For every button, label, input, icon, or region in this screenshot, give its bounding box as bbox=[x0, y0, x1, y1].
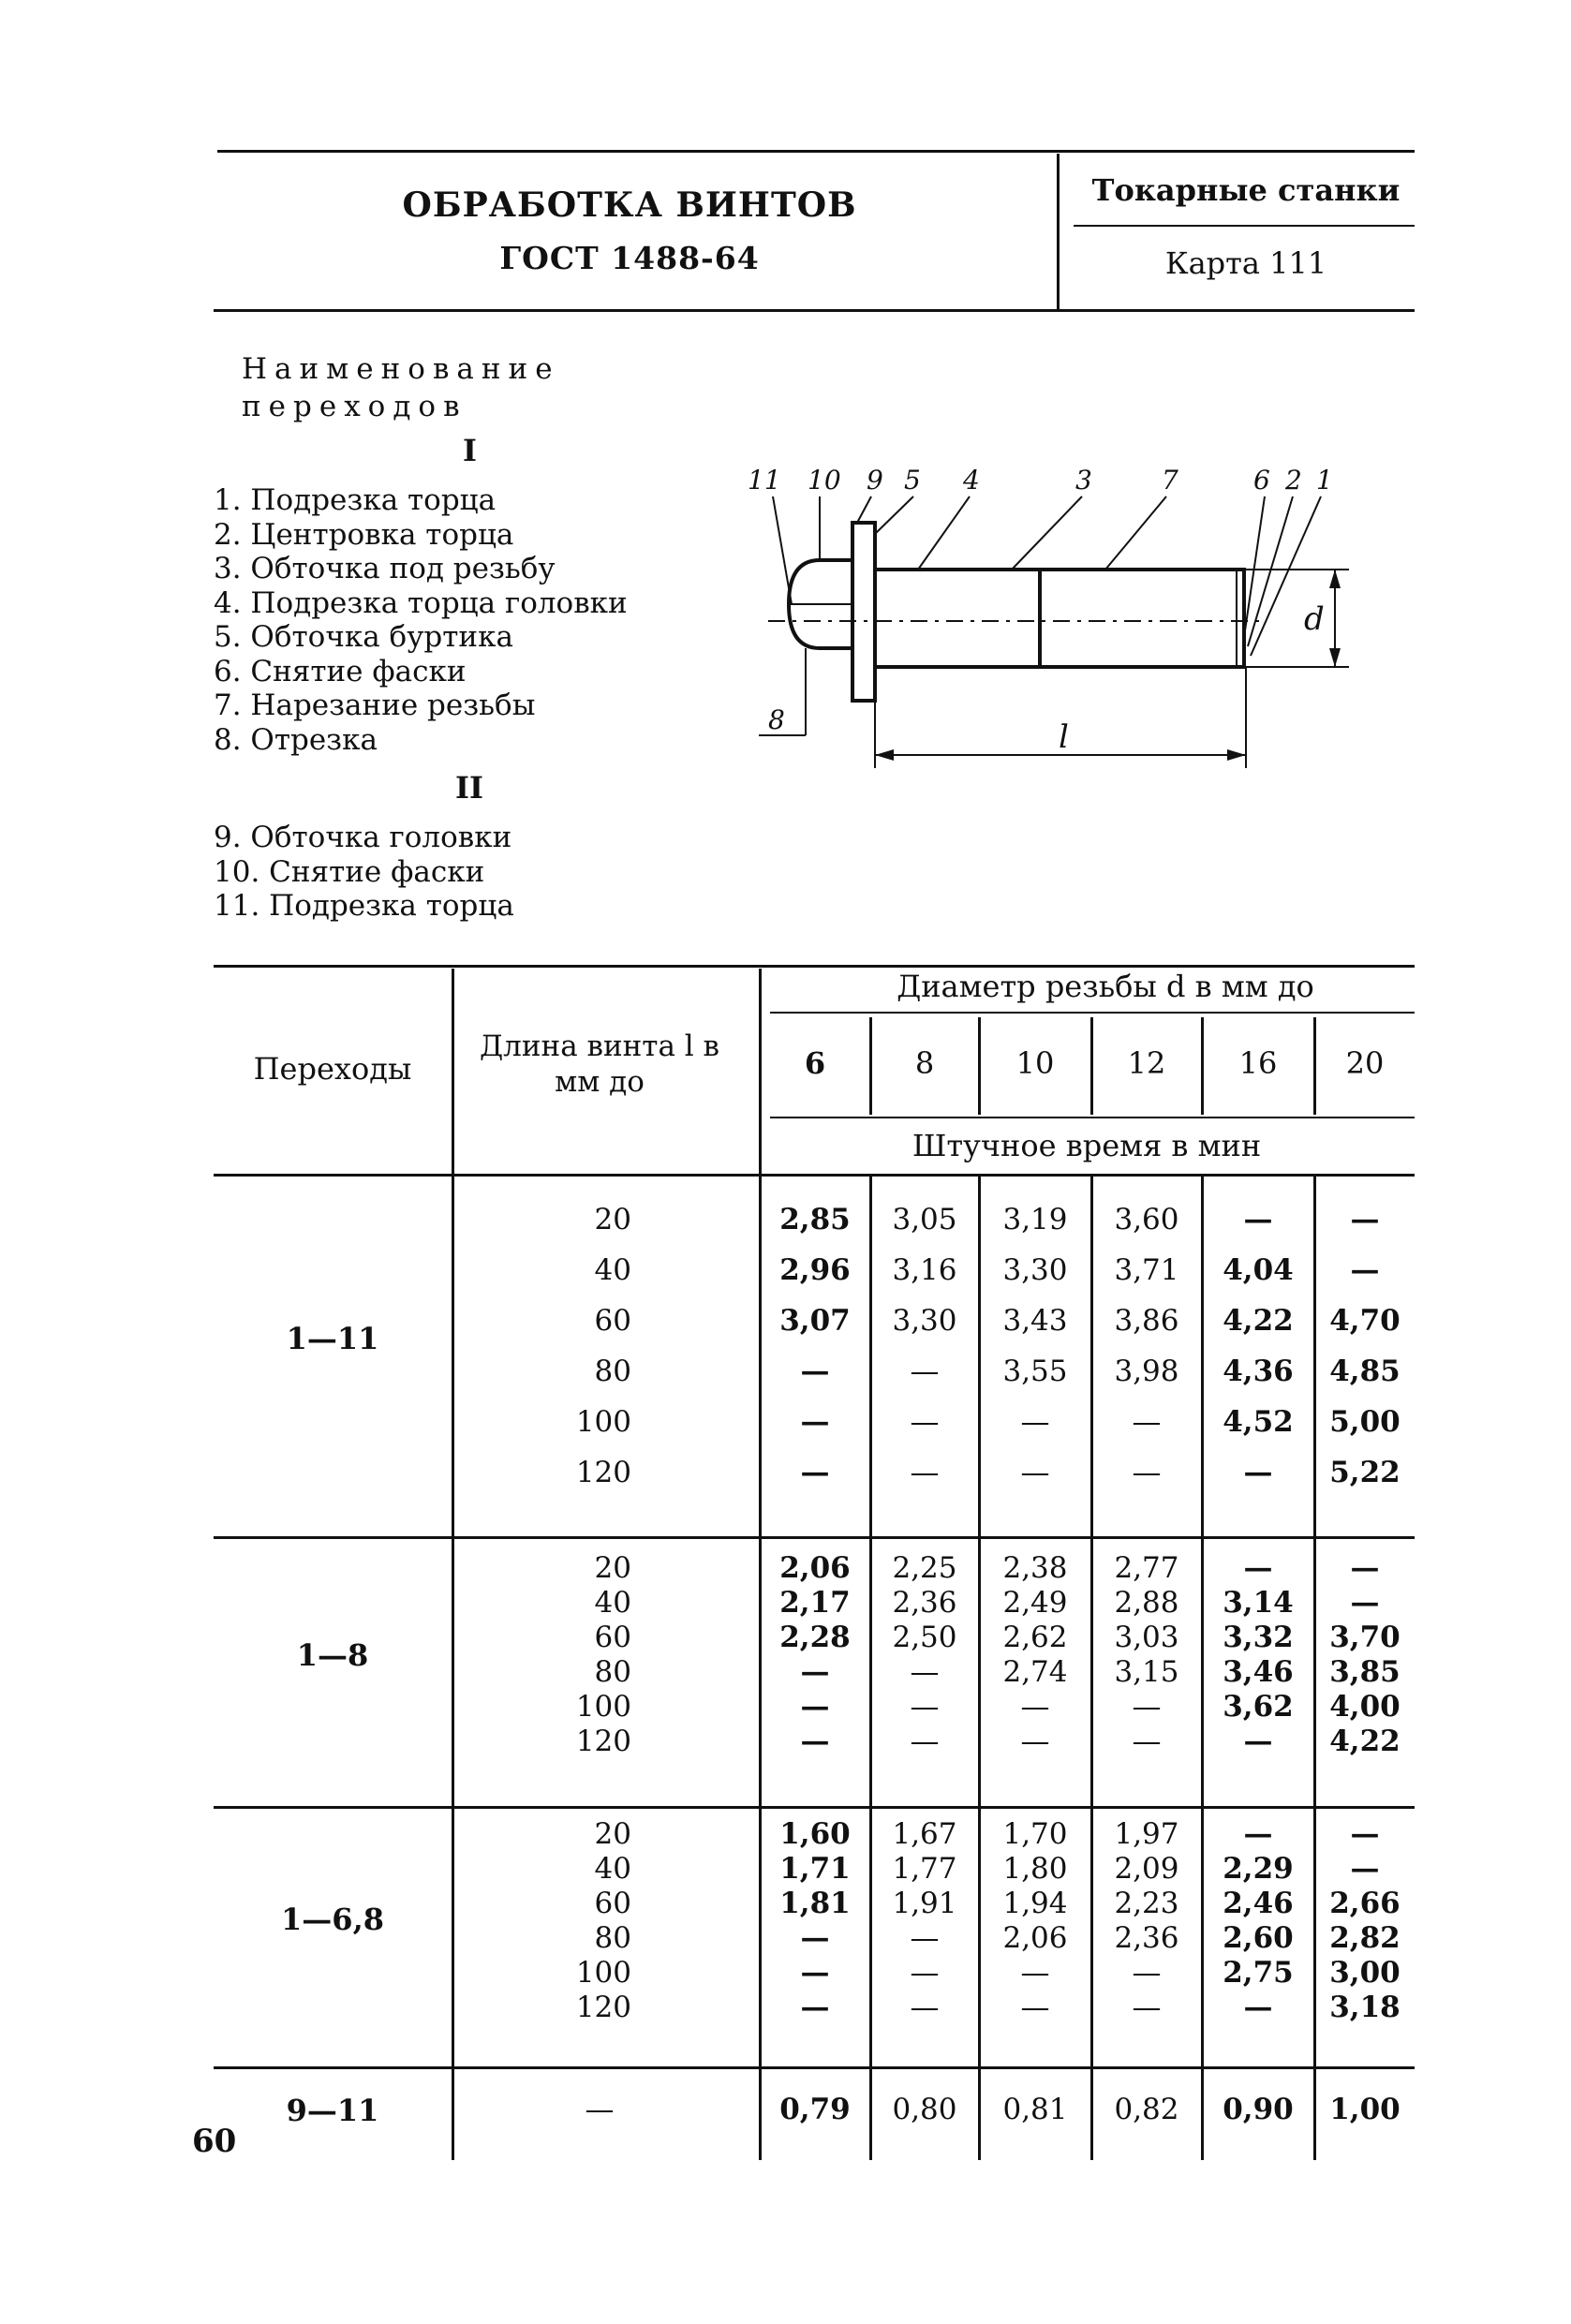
table-cell: 2,46 bbox=[1223, 1887, 1294, 1920]
diameter-12: 12 bbox=[1127, 1045, 1166, 1081]
table-cell: 2,17 bbox=[779, 1586, 851, 1620]
table-cell: 3,18 bbox=[1329, 1991, 1401, 2024]
table-cell: — bbox=[910, 1690, 940, 1724]
callout-7: 7 bbox=[1162, 465, 1178, 496]
table-cell: — bbox=[1132, 1724, 1162, 1758]
table-cell: — bbox=[800, 1690, 830, 1724]
table-cell: 0,80 bbox=[892, 2093, 957, 2126]
table-cell: 4,52 bbox=[1223, 1405, 1294, 1439]
table-cell: 1,70 bbox=[1002, 1817, 1068, 1851]
table-cell: — bbox=[800, 1921, 830, 1955]
callout-9: 9 bbox=[867, 465, 883, 496]
table-cell: — bbox=[910, 1354, 940, 1388]
table-cell: — bbox=[1243, 1817, 1273, 1851]
list-item: 6. Снятие фаски bbox=[214, 654, 467, 688]
table-cell: 3,86 bbox=[1114, 1304, 1179, 1338]
table-cell: 0,82 bbox=[1114, 2093, 1179, 2126]
row-length-value: 60 bbox=[594, 1887, 631, 1920]
table-cell: — bbox=[910, 1991, 940, 2024]
table-cell: 2,36 bbox=[1114, 1921, 1179, 1955]
group2-bottom-rule bbox=[214, 1806, 1415, 1809]
table-cell: — bbox=[910, 1456, 940, 1489]
table-cell: — bbox=[800, 1405, 830, 1439]
header-bottom-rule bbox=[214, 309, 1415, 312]
table-cell: 3,00 bbox=[1329, 1956, 1401, 1990]
table-cell: 3,16 bbox=[892, 1253, 957, 1287]
table-cell: 2,74 bbox=[1002, 1655, 1068, 1689]
table-cell: 3,85 bbox=[1329, 1655, 1401, 1689]
callout-6: 6 bbox=[1253, 465, 1270, 496]
table-cell: — bbox=[1350, 1586, 1380, 1620]
table-cell: 0,79 bbox=[779, 2093, 851, 2126]
row-length-value: 40 bbox=[594, 1852, 631, 1886]
diameter-16: 16 bbox=[1238, 1045, 1278, 1081]
table-cell: 2,28 bbox=[779, 1621, 851, 1654]
table-cell: — bbox=[1020, 1956, 1050, 1990]
table-cell: 2,50 bbox=[892, 1621, 957, 1654]
table-cell: — bbox=[1020, 1690, 1050, 1724]
table-cell: 2,66 bbox=[1329, 1887, 1401, 1920]
row-length-value: 40 bbox=[594, 1253, 631, 1287]
row-length-value: 120 bbox=[575, 1991, 631, 2024]
list-item: 1. Подрезка торца bbox=[214, 483, 496, 517]
table-cell: 3,43 bbox=[1002, 1304, 1068, 1338]
table-cell: — bbox=[800, 1655, 830, 1689]
callout-10: 10 bbox=[808, 465, 841, 496]
table-cell: 1,91 bbox=[892, 1887, 957, 1920]
table-cell: 3,03 bbox=[1114, 1621, 1179, 1654]
table-cell: — bbox=[910, 1655, 940, 1689]
table-cell: 4,22 bbox=[1329, 1724, 1401, 1758]
table-cell: — bbox=[910, 1724, 940, 1758]
row-length-value: 120 bbox=[575, 1456, 631, 1489]
callout-5: 5 bbox=[904, 465, 921, 496]
list-item: 11. Подрезка торца bbox=[214, 889, 514, 923]
table-cell: — bbox=[1020, 1456, 1050, 1489]
table-cell: 1,77 bbox=[892, 1852, 957, 1886]
list-item: 7. Нарезание резьбы bbox=[214, 688, 536, 722]
diameter-20: 20 bbox=[1345, 1045, 1385, 1081]
column-header-transitions: Переходы bbox=[253, 1051, 412, 1087]
table-cell: 4,70 bbox=[1329, 1304, 1401, 1338]
table-cell: 1,81 bbox=[779, 1887, 851, 1920]
row-length-value: 80 bbox=[594, 1921, 631, 1955]
group-transitions-label: 9—11 bbox=[286, 2093, 379, 2128]
diameter-header: Диаметр резьбы d в мм до bbox=[897, 969, 1314, 1004]
table-cell: — bbox=[1243, 1724, 1273, 1758]
table-cell: 2,09 bbox=[1114, 1852, 1179, 1886]
row-length-value: 100 bbox=[575, 1405, 631, 1439]
table-cell: — bbox=[1132, 1456, 1162, 1489]
table-cell: 1,97 bbox=[1114, 1817, 1179, 1851]
header-top-rule bbox=[217, 150, 1415, 153]
row-length-value: 20 bbox=[594, 1551, 631, 1585]
callout-1: 1 bbox=[1316, 465, 1333, 496]
diameter-6: 6 bbox=[804, 1045, 826, 1081]
table-cell: — bbox=[1020, 1991, 1050, 2024]
table-cell: 1,00 bbox=[1329, 2093, 1401, 2126]
table-cell: 4,04 bbox=[1223, 1253, 1294, 1287]
list-item: 10. Снятие фаски bbox=[214, 854, 485, 889]
list-item: 5. Обточка буртика bbox=[214, 620, 513, 654]
table-cell: — bbox=[910, 1405, 940, 1439]
table-cell: — bbox=[1243, 1991, 1273, 2024]
list-item: 2. Центровка торца bbox=[214, 517, 514, 552]
callout-3: 3 bbox=[1075, 465, 1092, 496]
table-cell: — bbox=[1243, 1456, 1273, 1489]
dimension-d-label: d bbox=[1304, 600, 1325, 638]
table-cell: 3,19 bbox=[1002, 1203, 1068, 1236]
table-cell: 4,36 bbox=[1223, 1354, 1294, 1388]
table-cell: 4,00 bbox=[1329, 1690, 1401, 1724]
row-length-value: 20 bbox=[594, 1817, 631, 1851]
table-cell: 4,85 bbox=[1329, 1354, 1401, 1388]
operations-heading: Наименование переходов bbox=[242, 352, 560, 423]
card-number: Карта 111 bbox=[1164, 245, 1327, 281]
table-cell: 0,90 bbox=[1223, 2093, 1294, 2126]
document-title: ОБРАБОТКА ВИНТОВ bbox=[402, 185, 857, 225]
page-number: 60 bbox=[192, 2123, 237, 2160]
table-cell: 1,67 bbox=[892, 1817, 957, 1851]
callout-4: 4 bbox=[963, 465, 980, 496]
table-cell: — bbox=[1132, 1956, 1162, 1990]
table-cell: — bbox=[1132, 1405, 1162, 1439]
operations-group2-label: II bbox=[455, 770, 483, 806]
table-cell: 3,32 bbox=[1223, 1621, 1294, 1654]
dimension-l-label: l bbox=[1059, 718, 1069, 756]
table-cell: — bbox=[910, 1921, 940, 1955]
group-transitions-label: 1—11 bbox=[286, 1321, 379, 1356]
diameter-rule bbox=[770, 1012, 1415, 1014]
table-cell: 0,81 bbox=[1002, 2093, 1068, 2126]
list-item: 3. Обточка под резьбу bbox=[214, 552, 556, 585]
table-cell: 2,82 bbox=[1329, 1921, 1401, 1955]
group-transitions-label: 1—8 bbox=[296, 1637, 369, 1673]
diameter-10: 10 bbox=[1015, 1045, 1055, 1081]
row-length-value: 60 bbox=[594, 1621, 631, 1654]
column-header-length: Длина винта l в мм до bbox=[479, 1029, 720, 1099]
table-cell: — bbox=[1132, 1991, 1162, 2024]
table-cell: — bbox=[1132, 1690, 1162, 1724]
table-cell: 2,06 bbox=[779, 1551, 851, 1585]
table-cell: 2,06 bbox=[1002, 1921, 1068, 1955]
callout-11: 11 bbox=[748, 465, 781, 496]
group-transitions-label: 1—6,8 bbox=[281, 1902, 384, 1937]
table-cell: — bbox=[1020, 1405, 1050, 1439]
table-cell: 2,29 bbox=[1223, 1852, 1294, 1886]
table-cell: 1,80 bbox=[1002, 1852, 1068, 1886]
group3-bottom-rule bbox=[214, 2066, 1415, 2069]
table-cell: 3,71 bbox=[1114, 1253, 1179, 1287]
table-cell: 3,15 bbox=[1114, 1655, 1179, 1689]
table-cell: 5,00 bbox=[1329, 1405, 1401, 1439]
table-cell: 1,60 bbox=[779, 1817, 851, 1851]
table-cell: 3,30 bbox=[1002, 1253, 1068, 1287]
screw-diagram bbox=[731, 450, 1386, 787]
table-cell: — bbox=[1350, 1551, 1380, 1585]
table-cell: 3,46 bbox=[1223, 1655, 1294, 1689]
group1-bottom-rule bbox=[214, 1536, 1415, 1539]
standard-code: ГОСТ 1488-64 bbox=[499, 240, 760, 276]
table-cell: 3,55 bbox=[1002, 1354, 1068, 1388]
list-item: 9. Обточка головки bbox=[214, 821, 512, 854]
table-cell: — bbox=[800, 1456, 830, 1489]
header-side-rule bbox=[1074, 225, 1415, 227]
row-length-value: 100 bbox=[575, 1956, 631, 1990]
row-length-value: 100 bbox=[575, 1690, 631, 1724]
row-length-value: 80 bbox=[594, 1354, 631, 1388]
operations-group1-label: I bbox=[463, 433, 477, 468]
table-cell: 2,96 bbox=[779, 1253, 851, 1287]
table-cell: — bbox=[1243, 1203, 1273, 1236]
table-cell: — bbox=[910, 1956, 940, 1990]
screw-collar bbox=[852, 523, 875, 701]
list-item: 8. Отрезка bbox=[214, 722, 378, 757]
row-length-value: — bbox=[585, 2093, 615, 2126]
table-header-bottom-rule bbox=[214, 1174, 1415, 1177]
table-cell: 3,62 bbox=[1223, 1690, 1294, 1724]
table-cell: 2,77 bbox=[1114, 1551, 1179, 1585]
table-cell: — bbox=[1243, 1551, 1273, 1585]
table-cell: — bbox=[1350, 1253, 1380, 1287]
table-cell: — bbox=[800, 1956, 830, 1990]
header-divider bbox=[1057, 154, 1060, 309]
callout-2: 2 bbox=[1285, 465, 1302, 496]
table-cell: — bbox=[800, 1991, 830, 2024]
table-cell: — bbox=[800, 1354, 830, 1388]
table-cell: 2,60 bbox=[1223, 1921, 1294, 1955]
operations-group1-list bbox=[214, 483, 628, 757]
row-length-value: 40 bbox=[594, 1586, 631, 1620]
table-cell: 3,07 bbox=[779, 1304, 851, 1338]
table-cell: 2,75 bbox=[1223, 1956, 1294, 1990]
table-cell: 3,05 bbox=[892, 1203, 957, 1236]
table-cell: 2,88 bbox=[1114, 1586, 1179, 1620]
table-cell: — bbox=[1350, 1852, 1380, 1886]
col-divider-transitions bbox=[452, 969, 454, 2160]
table-cell: — bbox=[1350, 1817, 1380, 1851]
table-cell: 3,98 bbox=[1114, 1354, 1179, 1388]
table-cell: 3,70 bbox=[1329, 1621, 1401, 1654]
row-length-value: 120 bbox=[575, 1724, 631, 1758]
table-cell: 5,22 bbox=[1329, 1456, 1401, 1489]
table-cell: 2,23 bbox=[1114, 1887, 1179, 1920]
diameter-8: 8 bbox=[914, 1045, 935, 1081]
table-cell: 2,62 bbox=[1002, 1621, 1068, 1654]
table-top-rule bbox=[214, 965, 1415, 968]
table-cell: 2,85 bbox=[779, 1203, 851, 1236]
table-cell: 3,60 bbox=[1114, 1203, 1179, 1236]
diameter-values-rule bbox=[770, 1117, 1415, 1118]
table-cell: — bbox=[800, 1724, 830, 1758]
table-cell: — bbox=[1350, 1203, 1380, 1236]
table-cell: 2,25 bbox=[892, 1551, 957, 1585]
callout-8: 8 bbox=[768, 704, 785, 735]
table-cell: — bbox=[1020, 1724, 1050, 1758]
table-cell: 3,30 bbox=[892, 1304, 957, 1338]
row-length-value: 20 bbox=[594, 1203, 631, 1236]
table-cell: 1,71 bbox=[779, 1852, 851, 1886]
list-item: 4. Подрезка торца головки bbox=[214, 585, 628, 620]
table-cell: 2,36 bbox=[892, 1586, 957, 1620]
row-length-value: 60 bbox=[594, 1304, 631, 1338]
table-cell: 3,14 bbox=[1223, 1586, 1294, 1620]
time-header: Штучное время в мин bbox=[911, 1128, 1262, 1163]
row-length-value: 80 bbox=[594, 1655, 631, 1689]
table-cell: 2,38 bbox=[1002, 1551, 1068, 1585]
table-cell: 4,22 bbox=[1223, 1304, 1294, 1338]
table-cell: 2,49 bbox=[1002, 1586, 1068, 1620]
table-cell: 1,94 bbox=[1002, 1887, 1068, 1920]
operations-group2-list bbox=[214, 821, 514, 924]
machine-type: Токарные станки bbox=[1091, 172, 1401, 208]
